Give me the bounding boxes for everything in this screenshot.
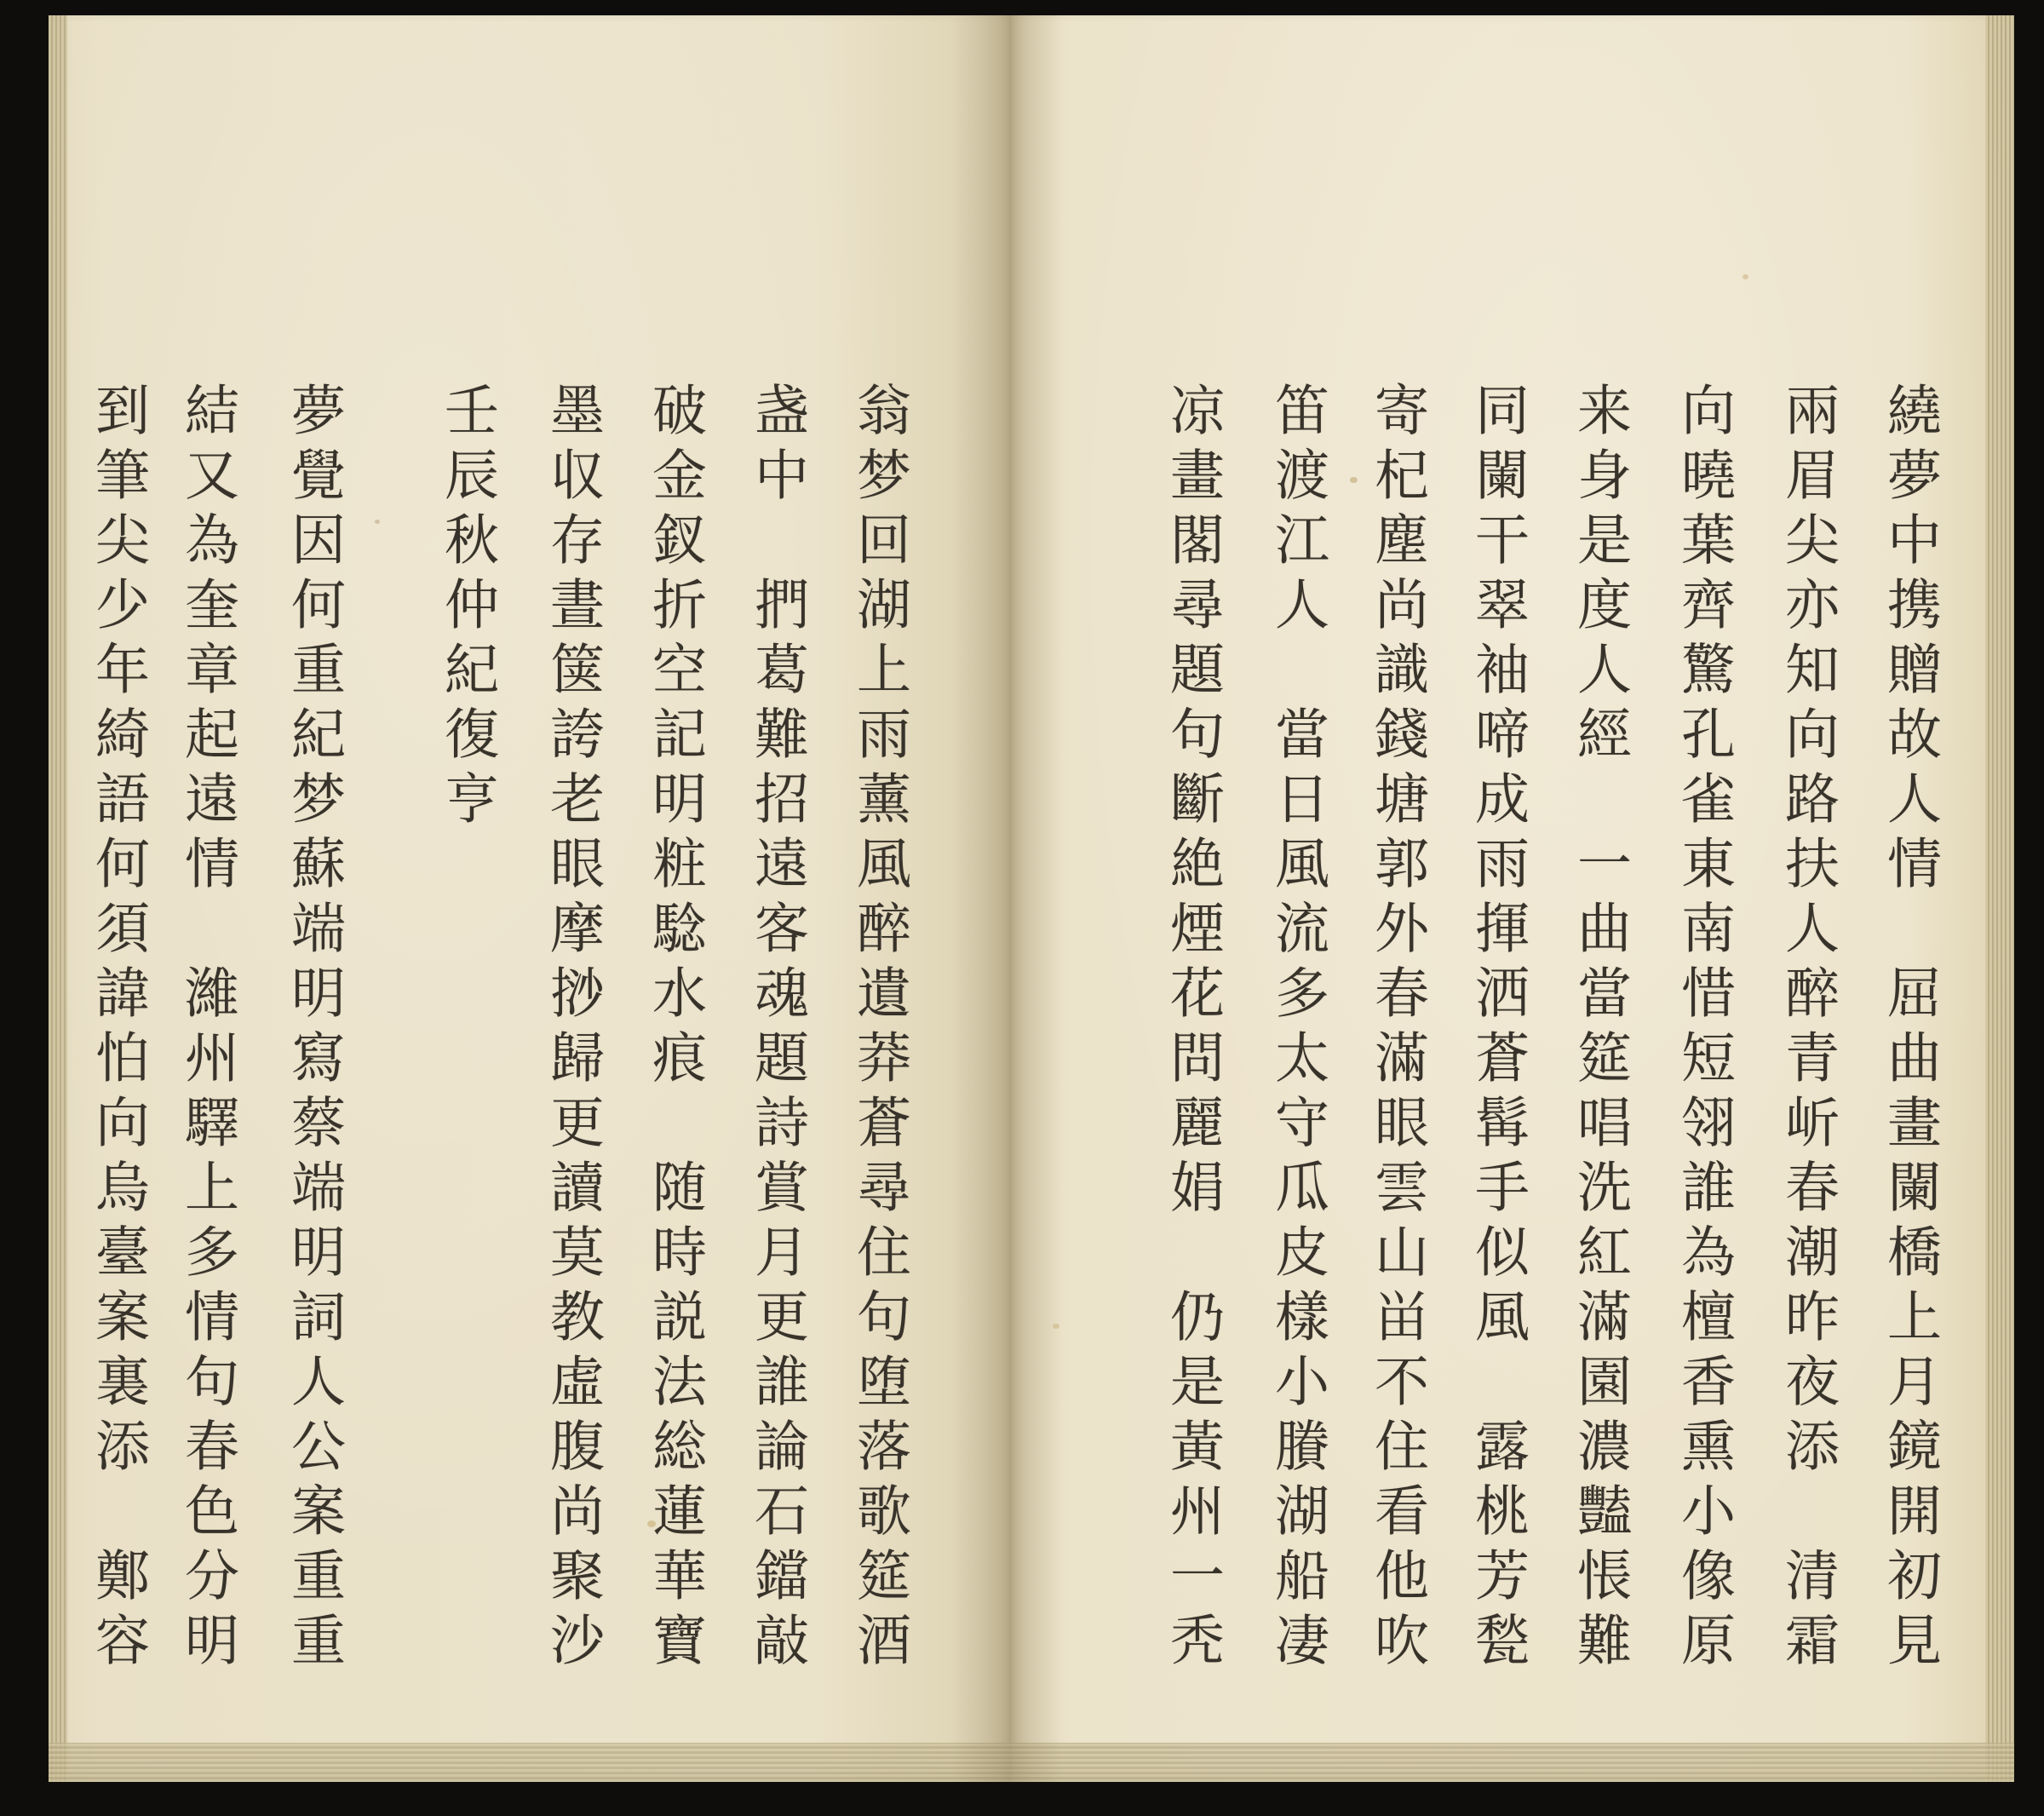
page-left [49,15,1011,1782]
text-column: 壬辰秋仲紀復亨 [435,382,498,835]
text-column: 同闌干翠袖啼成雨揮洒蒼髯手似風 露桃芳甃 [1466,382,1529,1676]
text-column: 破金釵折空記明粧騐水痕 随時説法総蓮華寶 [643,382,706,1676]
text-column: 墨収存晝箧誇老眼摩挱歸更讀莫教虛腹尚聚沙 [541,382,604,1676]
text-column: 盏中 捫葛難招遠客魂題詩賞月更誰論石鐺敲 [745,382,808,1676]
text-column: 結又為奎章起遠情 濰州驛上多情句春色分明 [175,382,238,1676]
text-column: 到筆尖少年綺語何須諱怕向烏臺案裏添 鄭容 [86,382,149,1676]
text-column: 夢覺因何重紀梦蘇端明寫蔡端明詞人公案重重 [282,382,345,1676]
text-column: 翁梦回湖上雨薰風醉遺莽蒼尋住句堕落歌筵酒 [847,382,910,1676]
text-column: 寄杞塵尚識錢塘郭外春滿眼雲山畄不住看他吹 [1365,382,1428,1676]
text-column: 来身是度人經 一曲當筵唱洗紅滿園濃豔悵難 [1568,382,1631,1676]
page-right [1011,15,2014,1782]
page-right-text-area [1011,15,2014,1782]
text-column: 笛渡江人 當日風流多太守瓜皮樣小賸湖船凄 [1266,382,1329,1676]
text-column: 凉畫閣尋題句斷絶煙花問麗娟 仍是黃州一秃 [1161,382,1224,1676]
text-column: 兩眉尖亦知向路扶人醉青岓春潮昨夜添 清霜 [1776,382,1839,1676]
page-left-text-area [49,15,1011,1782]
text-column: 向曉葉齊驚孔雀東南惜短翎誰為檀香熏小像原 [1672,382,1735,1676]
text-column: 繞夢中携贈故人情 屈曲畫闌橋上月鏡開初見 [1878,382,1941,1676]
